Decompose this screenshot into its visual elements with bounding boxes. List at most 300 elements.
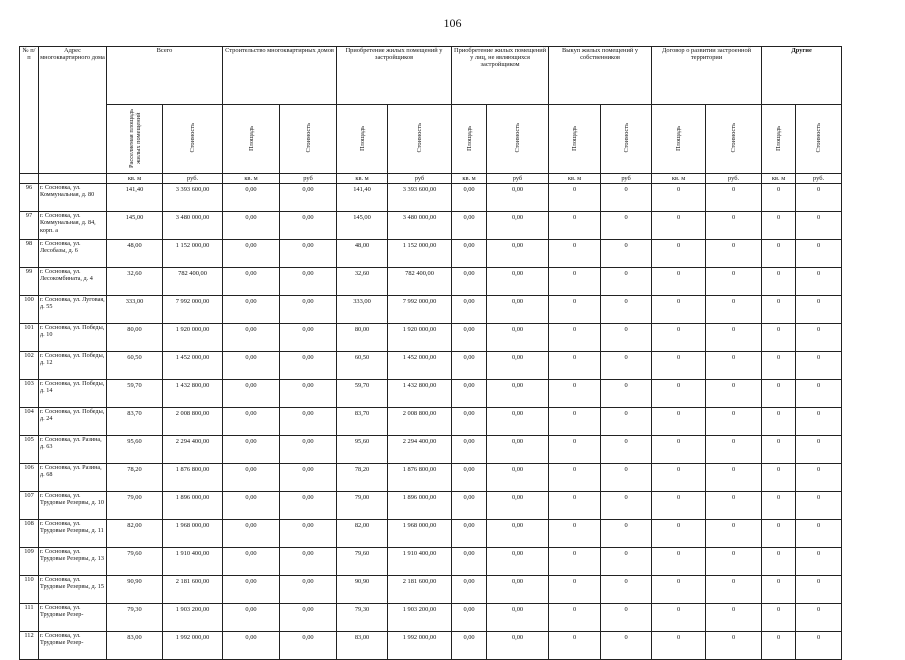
cell-address: г. Сосновка, ул. Трудовые Резервы, д. 15	[39, 576, 107, 604]
cell-total-cost: 3 480 000,00	[163, 212, 223, 240]
cell-agreement-cost: 0	[706, 296, 762, 324]
cell-buyout-cost: 0	[601, 464, 652, 492]
cell-purchase-cost: 2 294 400,00	[388, 436, 452, 464]
table-row	[20, 240, 842, 268]
cell-other-cost: 0	[796, 380, 842, 408]
cell-construction-cost: 0,00	[280, 604, 337, 632]
cell-total-area: 48,00	[107, 240, 163, 268]
cell-purchase-area: 48,00	[337, 240, 388, 268]
header-row-groups	[20, 47, 842, 105]
subheader-agreement-area	[652, 105, 706, 174]
cell-other-cost: 0	[796, 632, 842, 660]
cell-construction-area: 0,00	[223, 492, 280, 520]
cell-nondev-cost: 0,00	[487, 520, 549, 548]
table-row	[20, 380, 842, 408]
subheader-cost-label: Стоимость	[189, 123, 196, 153]
cell-total-cost: 1 992 000,00	[163, 632, 223, 660]
cell-total-cost: 1 896 000,00	[163, 492, 223, 520]
cell-buyout-cost: 0	[601, 520, 652, 548]
cell-total-area: 60,50	[107, 352, 163, 380]
cell-other-area: 0	[762, 632, 796, 660]
cell-other-cost: 0	[796, 184, 842, 212]
cell-address: г. Сосновка, ул. Трудовые Резервы, д. 11	[39, 520, 107, 548]
cell-purchase-area: 83,70	[337, 408, 388, 436]
cell-nondev-cost: 0,00	[487, 212, 549, 240]
cell-agreement-area: 0	[652, 268, 706, 296]
cell-other-area: 0	[762, 296, 796, 324]
cell-other-area: 0	[762, 352, 796, 380]
cell-total-cost: 2 294 400,00	[163, 436, 223, 464]
cell-construction-cost: 0,00	[280, 380, 337, 408]
cell-construction-area: 0,00	[223, 268, 280, 296]
cell-purchase-cost: 2 008 800,00	[388, 408, 452, 436]
cell-construction-cost: 0,00	[280, 212, 337, 240]
cell-construction-cost: 0,00	[280, 548, 337, 576]
cell-address: г. Сосновка, ул. Победы, д. 12	[39, 352, 107, 380]
cell-buyout-cost: 0	[601, 212, 652, 240]
table-row	[20, 576, 842, 604]
cell-total-area: 95,60	[107, 436, 163, 464]
cell-nondev-cost: 0,00	[487, 604, 549, 632]
cell-buyout-cost: 0	[601, 408, 652, 436]
cell-other-cost: 0	[796, 436, 842, 464]
unit-cell-empty	[20, 174, 39, 184]
subheader-construction-area	[223, 105, 280, 174]
cell-total-area: 59,70	[107, 380, 163, 408]
cell-no: 96	[20, 184, 39, 212]
cell-other-cost: 0	[796, 576, 842, 604]
cell-nondev-area: 0,00	[452, 520, 487, 548]
cell-agreement-area: 0	[652, 464, 706, 492]
subheader-area-label: Площадь	[358, 125, 366, 151]
cell-total-cost: 2 008 800,00	[163, 408, 223, 436]
cell-agreement-area: 0	[652, 184, 706, 212]
cell-agreement-cost: 0	[706, 240, 762, 268]
cell-other-area: 0	[762, 240, 796, 268]
unit-rub: руб	[280, 174, 337, 184]
cell-total-cost: 1 432 800,00	[163, 380, 223, 408]
cell-agreement-cost: 0	[706, 408, 762, 436]
unit-sqm: кв. м	[107, 174, 163, 184]
table-row	[20, 212, 842, 240]
cell-other-cost: 0	[796, 464, 842, 492]
cell-nondev-cost: 0,00	[487, 352, 549, 380]
cell-purchase-cost: 1 896 000,00	[388, 492, 452, 520]
cell-address: г. Сосновка, ул. Лесокомбината, д. 4	[39, 268, 107, 296]
cell-purchase-area: 95,60	[337, 436, 388, 464]
cell-total-area: 79,30	[107, 604, 163, 632]
cell-buyout-area: 0	[549, 324, 601, 352]
cell-no: 108	[20, 520, 39, 548]
cell-other-cost: 0	[796, 324, 842, 352]
cell-purchase-area: 80,00	[337, 324, 388, 352]
header-row-units	[20, 174, 842, 184]
subheader-area-label: Площадь	[775, 125, 783, 151]
cell-other-cost: 0	[796, 296, 842, 324]
cell-agreement-area: 0	[652, 240, 706, 268]
cell-agreement-area: 0	[652, 324, 706, 352]
cell-purchase-area: 141,40	[337, 184, 388, 212]
cell-purchase-cost: 7 992 000,00	[388, 296, 452, 324]
cell-nondev-area: 0,00	[452, 184, 487, 212]
cell-other-cost: 0	[796, 520, 842, 548]
table-row	[20, 492, 842, 520]
cell-purchase-area: 333,00	[337, 296, 388, 324]
cell-purchase-cost: 2 181 600,00	[388, 576, 452, 604]
cell-purchase-cost: 3 393 600,00	[388, 184, 452, 212]
cell-no: 101	[20, 324, 39, 352]
cell-buyout-area: 0	[549, 632, 601, 660]
cell-address: г. Сосновка, ул. Коммунальная, д. 80	[39, 184, 107, 212]
cell-buyout-area: 0	[549, 184, 601, 212]
unit-rub: руб	[388, 174, 452, 184]
cell-nondev-area: 0,00	[452, 408, 487, 436]
unit-sqm: кв. м	[337, 174, 388, 184]
cell-nondev-area: 0,00	[452, 268, 487, 296]
cell-purchase-area: 32,60	[337, 268, 388, 296]
cell-nondev-area: 0,00	[452, 352, 487, 380]
cell-nondev-area: 0,00	[452, 548, 487, 576]
cell-nondev-area: 0,00	[452, 492, 487, 520]
cell-total-cost: 2 181 600,00	[163, 576, 223, 604]
cell-agreement-area: 0	[652, 380, 706, 408]
cell-agreement-cost: 0	[706, 492, 762, 520]
cell-construction-cost: 0,00	[280, 464, 337, 492]
cell-nondev-area: 0,00	[452, 212, 487, 240]
cell-nondev-cost: 0,00	[487, 548, 549, 576]
cell-construction-area: 0,00	[223, 548, 280, 576]
table-row	[20, 352, 842, 380]
cell-total-cost: 1 968 000,00	[163, 520, 223, 548]
table-row	[20, 268, 842, 296]
cell-purchase-area: 78,20	[337, 464, 388, 492]
subheader-cost-label: Стоимость	[815, 123, 823, 153]
cell-agreement-cost: 0	[706, 632, 762, 660]
cell-agreement-area: 0	[652, 520, 706, 548]
cell-other-cost: 0	[796, 492, 842, 520]
resettlement-table	[19, 46, 842, 660]
cell-no: 102	[20, 352, 39, 380]
unit-sqm: кв. м	[762, 174, 796, 184]
cell-agreement-cost: 0	[706, 352, 762, 380]
cell-other-area: 0	[762, 492, 796, 520]
cell-construction-area: 0,00	[223, 324, 280, 352]
cell-buyout-cost: 0	[601, 380, 652, 408]
cell-total-area: 32,60	[107, 268, 163, 296]
cell-construction-cost: 0,00	[280, 184, 337, 212]
cell-total-cost: 782 400,00	[163, 268, 223, 296]
subheader-area-label: Площадь	[571, 125, 579, 151]
cell-purchase-cost: 1 968 000,00	[388, 520, 452, 548]
cell-no: 100	[20, 296, 39, 324]
cell-other-cost: 0	[796, 240, 842, 268]
cell-nondev-area: 0,00	[452, 324, 487, 352]
unit-sqm: кв. м	[452, 174, 487, 184]
unit-sqm: кв. м	[549, 174, 601, 184]
cell-total-cost: 1 920 000,00	[163, 324, 223, 352]
cell-agreement-cost: 0	[706, 576, 762, 604]
cell-nondev-area: 0,00	[452, 296, 487, 324]
cell-total-area: 82,00	[107, 520, 163, 548]
cell-agreement-cost: 0	[706, 268, 762, 296]
cell-buyout-area: 0	[549, 604, 601, 632]
cell-no: 111	[20, 604, 39, 632]
cell-construction-cost: 0,00	[280, 520, 337, 548]
table-row	[20, 520, 842, 548]
cell-construction-area: 0,00	[223, 436, 280, 464]
cell-buyout-area: 0	[549, 268, 601, 296]
cell-buyout-area: 0	[549, 352, 601, 380]
header-total: Всего	[107, 47, 223, 105]
cell-construction-cost: 0,00	[280, 324, 337, 352]
cell-purchase-area: 145,00	[337, 212, 388, 240]
cell-nondev-cost: 0,00	[487, 436, 549, 464]
cell-no: 103	[20, 380, 39, 408]
cell-nondev-area: 0,00	[452, 436, 487, 464]
cell-agreement-cost: 0	[706, 548, 762, 576]
cell-total-area: 78,20	[107, 464, 163, 492]
cell-nondev-cost: 0,00	[487, 296, 549, 324]
cell-buyout-cost: 0	[601, 632, 652, 660]
cell-agreement-area: 0	[652, 352, 706, 380]
cell-address: г. Сосновка, ул. Коммунальная, д. 84, корп. а	[39, 212, 107, 240]
cell-nondev-cost: 0,00	[487, 464, 549, 492]
cell-nondev-cost: 0,00	[487, 380, 549, 408]
cell-purchase-area: 83,00	[337, 632, 388, 660]
cell-nondev-area: 0,00	[452, 240, 487, 268]
cell-construction-cost: 0,00	[280, 240, 337, 268]
cell-buyout-area: 0	[549, 436, 601, 464]
cell-agreement-cost: 0	[706, 212, 762, 240]
cell-construction-area: 0,00	[223, 576, 280, 604]
cell-agreement-area: 0	[652, 492, 706, 520]
cell-agreement-area: 0	[652, 604, 706, 632]
cell-total-cost: 1 452 000,00	[163, 352, 223, 380]
cell-address: г. Сосновка, ул. Разина, д. 68	[39, 464, 107, 492]
cell-agreement-cost: 0	[706, 380, 762, 408]
cell-agreement-area: 0	[652, 576, 706, 604]
subheader-nondev-area	[452, 105, 487, 174]
cell-other-area: 0	[762, 212, 796, 240]
cell-other-area: 0	[762, 436, 796, 464]
cell-buyout-cost: 0	[601, 240, 652, 268]
cell-no: 104	[20, 408, 39, 436]
subheader-purchase-cost	[388, 105, 452, 174]
cell-agreement-area: 0	[652, 548, 706, 576]
cell-total-cost: 1 152 000,00	[163, 240, 223, 268]
cell-buyout-cost: 0	[601, 184, 652, 212]
cell-nondev-cost: 0,00	[487, 268, 549, 296]
cell-buyout-cost: 0	[601, 268, 652, 296]
header-development-agreement: Договор о развитии застроенной территории	[652, 47, 762, 105]
subheader-buyout-area	[549, 105, 601, 174]
cell-nondev-cost: 0,00	[487, 632, 549, 660]
cell-construction-cost: 0,00	[280, 632, 337, 660]
cell-other-area: 0	[762, 548, 796, 576]
cell-total-area: 145,00	[107, 212, 163, 240]
subheader-cost-label: Стоимость	[416, 123, 424, 153]
cell-nondev-cost: 0,00	[487, 324, 549, 352]
cell-address: г. Сосновка, ул. Победы, д. 14	[39, 380, 107, 408]
subheader-cost-label: Стоимость	[622, 123, 630, 153]
cell-purchase-cost: 1 432 800,00	[388, 380, 452, 408]
cell-other-area: 0	[762, 464, 796, 492]
table-row	[20, 296, 842, 324]
cell-other-area: 0	[762, 324, 796, 352]
subheader-construction-cost	[280, 105, 337, 174]
cell-other-cost: 0	[796, 268, 842, 296]
subheader-cost-label: Стоимость	[304, 123, 312, 153]
cell-other-cost: 0	[796, 548, 842, 576]
cell-purchase-area: 82,00	[337, 520, 388, 548]
cell-buyout-cost: 0	[601, 604, 652, 632]
cell-buyout-cost: 0	[601, 324, 652, 352]
cell-no: 98	[20, 240, 39, 268]
cell-construction-cost: 0,00	[280, 408, 337, 436]
unit-rub: руб.	[796, 174, 842, 184]
cell-buyout-area: 0	[549, 240, 601, 268]
cell-total-area: 79,60	[107, 548, 163, 576]
cell-buyout-area: 0	[549, 408, 601, 436]
subheader-area-label: Площадь	[465, 125, 473, 151]
cell-purchase-cost: 1 903 200,00	[388, 604, 452, 632]
cell-address: г. Сосновка, ул. Трудовые Резер-	[39, 604, 107, 632]
cell-address: г. Сосновка, ул. Трудовые Резервы, д. 10	[39, 492, 107, 520]
cell-agreement-area: 0	[652, 632, 706, 660]
cell-nondev-area: 0,00	[452, 464, 487, 492]
header-purchase-non-developers: Приобретение жилых помещений у лиц, не являющихся застройщиком	[452, 47, 549, 105]
cell-construction-area: 0,00	[223, 632, 280, 660]
subheader-nondev-cost	[487, 105, 549, 174]
cell-agreement-cost: 0	[706, 464, 762, 492]
cell-other-area: 0	[762, 380, 796, 408]
cell-construction-area: 0,00	[223, 604, 280, 632]
cell-agreement-cost: 0	[706, 184, 762, 212]
unit-sqm: кв. м	[223, 174, 280, 184]
cell-nondev-cost: 0,00	[487, 408, 549, 436]
cell-total-area: 333,00	[107, 296, 163, 324]
cell-address: г. Сосновка, ул. Разина, д. 63	[39, 436, 107, 464]
cell-construction-area: 0,00	[223, 296, 280, 324]
cell-agreement-area: 0	[652, 436, 706, 464]
cell-no: 105	[20, 436, 39, 464]
cell-agreement-cost: 0	[706, 436, 762, 464]
cell-no: 109	[20, 548, 39, 576]
cell-address: г. Сосновка, ул. Трудовые Резервы, д. 13	[39, 548, 107, 576]
cell-no: 112	[20, 632, 39, 660]
cell-other-cost: 0	[796, 604, 842, 632]
cell-total-area: 80,00	[107, 324, 163, 352]
cell-other-area: 0	[762, 604, 796, 632]
subheader-purchase-area	[337, 105, 388, 174]
cell-nondev-cost: 0,00	[487, 576, 549, 604]
cell-total-area: 141,40	[107, 184, 163, 212]
subheader-other-area	[762, 105, 796, 174]
cell-no: 99	[20, 268, 39, 296]
unit-rub: руб.	[163, 174, 223, 184]
unit-rub: руб.	[706, 174, 762, 184]
cell-agreement-cost: 0	[706, 520, 762, 548]
cell-total-area: 83,00	[107, 632, 163, 660]
table-row	[20, 632, 842, 660]
cell-buyout-area: 0	[549, 296, 601, 324]
cell-buyout-area: 0	[549, 520, 601, 548]
cell-buyout-area: 0	[549, 492, 601, 520]
cell-buyout-area: 0	[549, 212, 601, 240]
unit-cell-empty	[39, 174, 107, 184]
cell-nondev-cost: 0,00	[487, 240, 549, 268]
cell-other-area: 0	[762, 268, 796, 296]
cell-nondev-area: 0,00	[452, 632, 487, 660]
unit-rub: руб	[487, 174, 549, 184]
cell-total-cost: 1 903 200,00	[163, 604, 223, 632]
unit-rub: руб	[601, 174, 652, 184]
cell-buyout-cost: 0	[601, 296, 652, 324]
subheader-total-area	[107, 105, 163, 174]
cell-nondev-area: 0,00	[452, 604, 487, 632]
cell-no: 97	[20, 212, 39, 240]
cell-buyout-area: 0	[549, 548, 601, 576]
cell-agreement-area: 0	[652, 212, 706, 240]
subheader-total-cost	[163, 105, 223, 174]
cell-construction-area: 0,00	[223, 240, 280, 268]
table-row	[20, 436, 842, 464]
cell-buyout-cost: 0	[601, 548, 652, 576]
cell-construction-cost: 0,00	[280, 352, 337, 380]
table-row	[20, 464, 842, 492]
cell-buyout-area: 0	[549, 576, 601, 604]
cell-other-cost: 0	[796, 352, 842, 380]
subheader-buyout-cost	[601, 105, 652, 174]
table-body	[20, 184, 842, 660]
cell-no: 107	[20, 492, 39, 520]
cell-purchase-cost: 1 910 400,00	[388, 548, 452, 576]
cell-other-cost: 0	[796, 212, 842, 240]
subheader-other-cost	[796, 105, 842, 174]
unit-sqm: кв. м	[652, 174, 706, 184]
cell-purchase-cost: 782 400,00	[388, 268, 452, 296]
cell-purchase-cost: 1 992 000,00	[388, 632, 452, 660]
cell-construction-cost: 0,00	[280, 436, 337, 464]
header-no: № п/п	[20, 47, 39, 174]
cell-purchase-cost: 1 876 800,00	[388, 464, 452, 492]
cell-buyout-cost: 0	[601, 576, 652, 604]
cell-address: г. Сосновка, ул. Трудовые Резер-	[39, 632, 107, 660]
cell-other-area: 0	[762, 408, 796, 436]
cell-construction-cost: 0,00	[280, 296, 337, 324]
cell-total-cost: 3 393 600,00	[163, 184, 223, 212]
cell-nondev-area: 0,00	[452, 380, 487, 408]
subheader-area-label: Площадь	[247, 125, 255, 151]
cell-address: г. Сосновка, ул. Победы, д. 24	[39, 408, 107, 436]
cell-buyout-area: 0	[549, 380, 601, 408]
cell-buyout-cost: 0	[601, 436, 652, 464]
table-row	[20, 548, 842, 576]
cell-total-area: 90,90	[107, 576, 163, 604]
cell-total-cost: 7 992 000,00	[163, 296, 223, 324]
header-purchase-developers: Приобретение жилых помещений у застройщиков	[337, 47, 452, 105]
subheader-total-area-label: Расселяемая площадь жилых помещений	[127, 108, 142, 168]
subheader-area-label: Площадь	[675, 125, 683, 151]
cell-address: г. Сосновка, ул. Луговая, д. 55	[39, 296, 107, 324]
cell-purchase-cost: 1 920 000,00	[388, 324, 452, 352]
cell-other-area: 0	[762, 184, 796, 212]
cell-agreement-cost: 0	[706, 324, 762, 352]
cell-construction-cost: 0,00	[280, 492, 337, 520]
subheader-cost-label: Стоимость	[514, 123, 522, 153]
cell-construction-area: 0,00	[223, 212, 280, 240]
cell-construction-area: 0,00	[223, 380, 280, 408]
